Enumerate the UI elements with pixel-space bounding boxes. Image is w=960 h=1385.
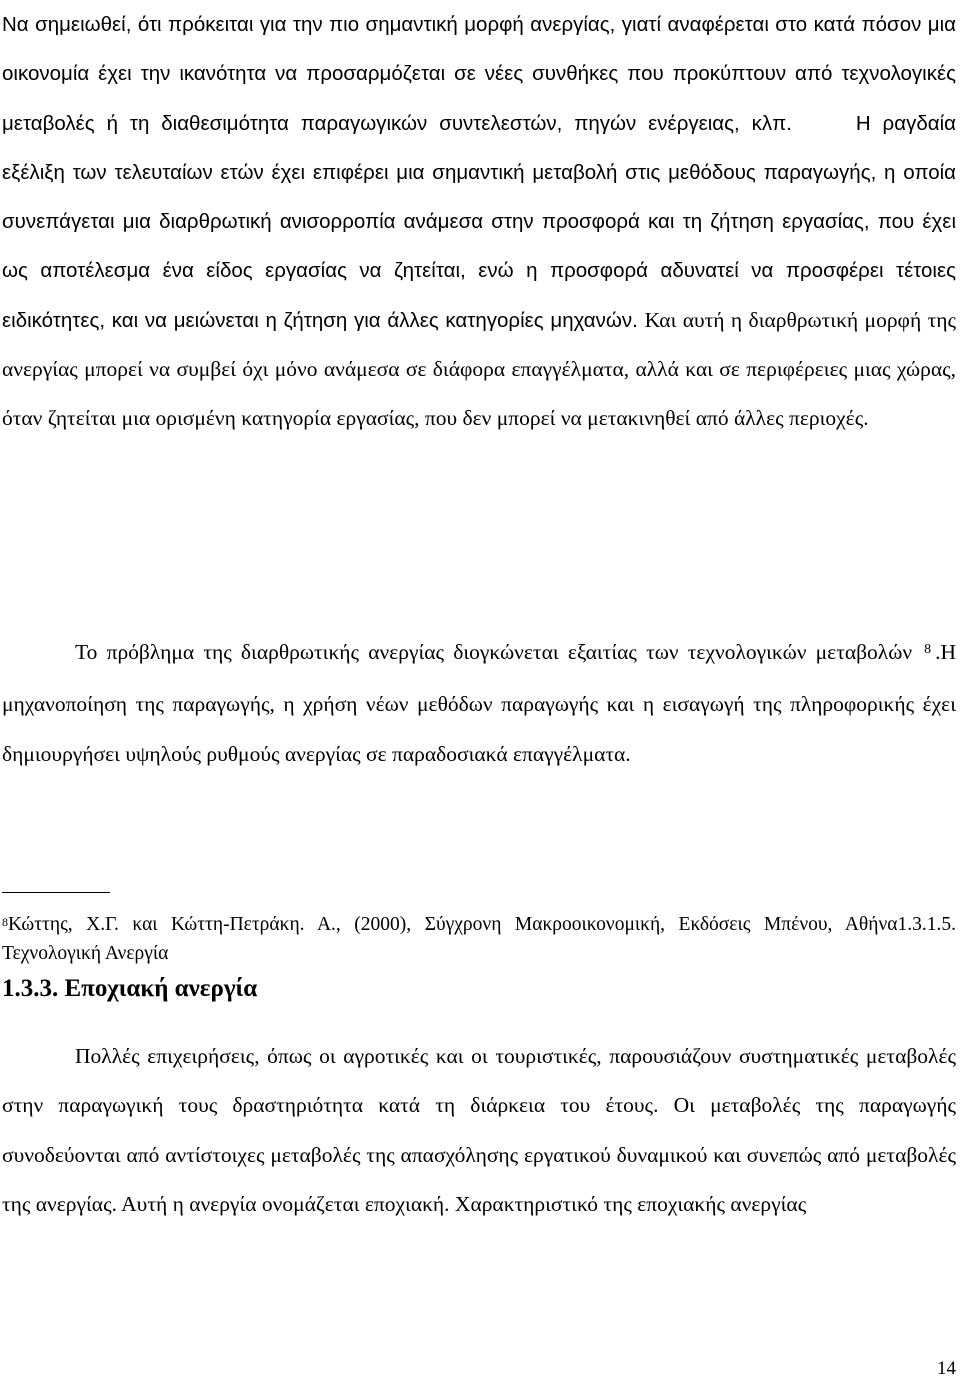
- footnote-text: Κώττης, Χ.Γ. και Κώττη-Πετράκη. Α., (2000), Σύγχρονη Μακροοικονομική, Εκδόσεις Μπένου, Αθήνα1.3.1.5. Τεχνολογική Ανεργία: [2, 914, 956, 964]
- paragraph-rapid-development: Η ραγδαία εξέλιξη των τελευταίων ετών έχει επιφέρει μια σημαντική μεταβολή στις μεθόδους παραγωγής, η οποία συνεπάγεται μια διαρθρωτική ανισορροπία ανάμεσα στην προσφορά και τη ζήτηση εργασίας, που έχει ως αποτέλεσμα ένα είδος εργασίας να ζητείται, ενώ η προσφορά αδυνατεί να προσφέρει τέτοιες ειδικότητες, και να μειώνεται η ζήτηση για άλλες κατηγορίες μηχανών.: [2, 111, 956, 332]
- paragraph-tail: Και αυτή η διαρθρωτική μορφή της ανεργίας μπορεί να συμβεί όχι μόνο ανάμεσα σε διάφορα επαγγέλματα, αλλά και σε περιφέρειες μιας χώρας, όταν ζητείται μια ορισμένη κατηγορία εργασίας, που δεν μπορεί να μετακινηθεί από άλλες περιοχές.: [2, 307, 956, 431]
- paragraph-text-after-ref: .Η μηχανοποίηση της παραγωγής, η χρήση νέων μεθόδων παραγωγής και η εισαγωγή της πληροφορικής έχει δημιουργήσει υψηλούς ρυθμούς ανεργίας σε παραδοσιακά επαγγέλματα.: [2, 640, 956, 766]
- footnote-reference[interactable]: 8: [924, 642, 932, 657]
- footnote-marker: 8: [2, 915, 8, 929]
- paragraph-lead: Να σημειωθεί, ότι πρόκειται για την πιο σημαντική μορφή ανεργίας, γιατί αναφέρεται στο κατά πόσον μια οικονομία έχει την ικανότητα να προσαρμόζεται σε νέες συνθήκες που προκύπτουν από τεχνολογικές μεταβολές ή τη διαθεσιμότητα παραγωγικών συντελεστών, πηγών ενέργειας, κλπ.: [2, 13, 956, 135]
- paragraph-seasonal-unemployment: Πολλές επιχειρήσεις, όπως οι αγροτικές και οι τουριστικές, παρουσιάζουν συστηματικές μεταβολές στην παραγωγική τους δραστηριότητα κατά τη διάρκεια του έτους. Οι μεταβολές της παραγωγής συνοδεύονται από αντίστοιχες μεταβολές της απασχόλησης εργατικού δυναμικού και συνεπώς από μεταβολές της ανεργίας. Αυτή η ανεργία ονομάζεται εποχιακή. Χαρακτηριστικό της εποχιακής ανεργίας: [2, 1044, 956, 1216]
- footnote-separator: [2, 892, 110, 893]
- section-heading: 1.3.3. Εποχιακή ανεργία: [2, 975, 258, 1002]
- paragraph-text-before-ref: Το πρόβλημα της διαρθρωτικής ανεργίας διογκώνεται εξαιτίας των τεχνολογικών μεταβολών: [75, 640, 913, 664]
- footnote: [2, 911, 956, 968]
- paragraph-structural-unemployment: [2, 0, 956, 444]
- page-number: 14: [937, 1358, 956, 1379]
- paragraph-technological-change: [2, 628, 956, 779]
